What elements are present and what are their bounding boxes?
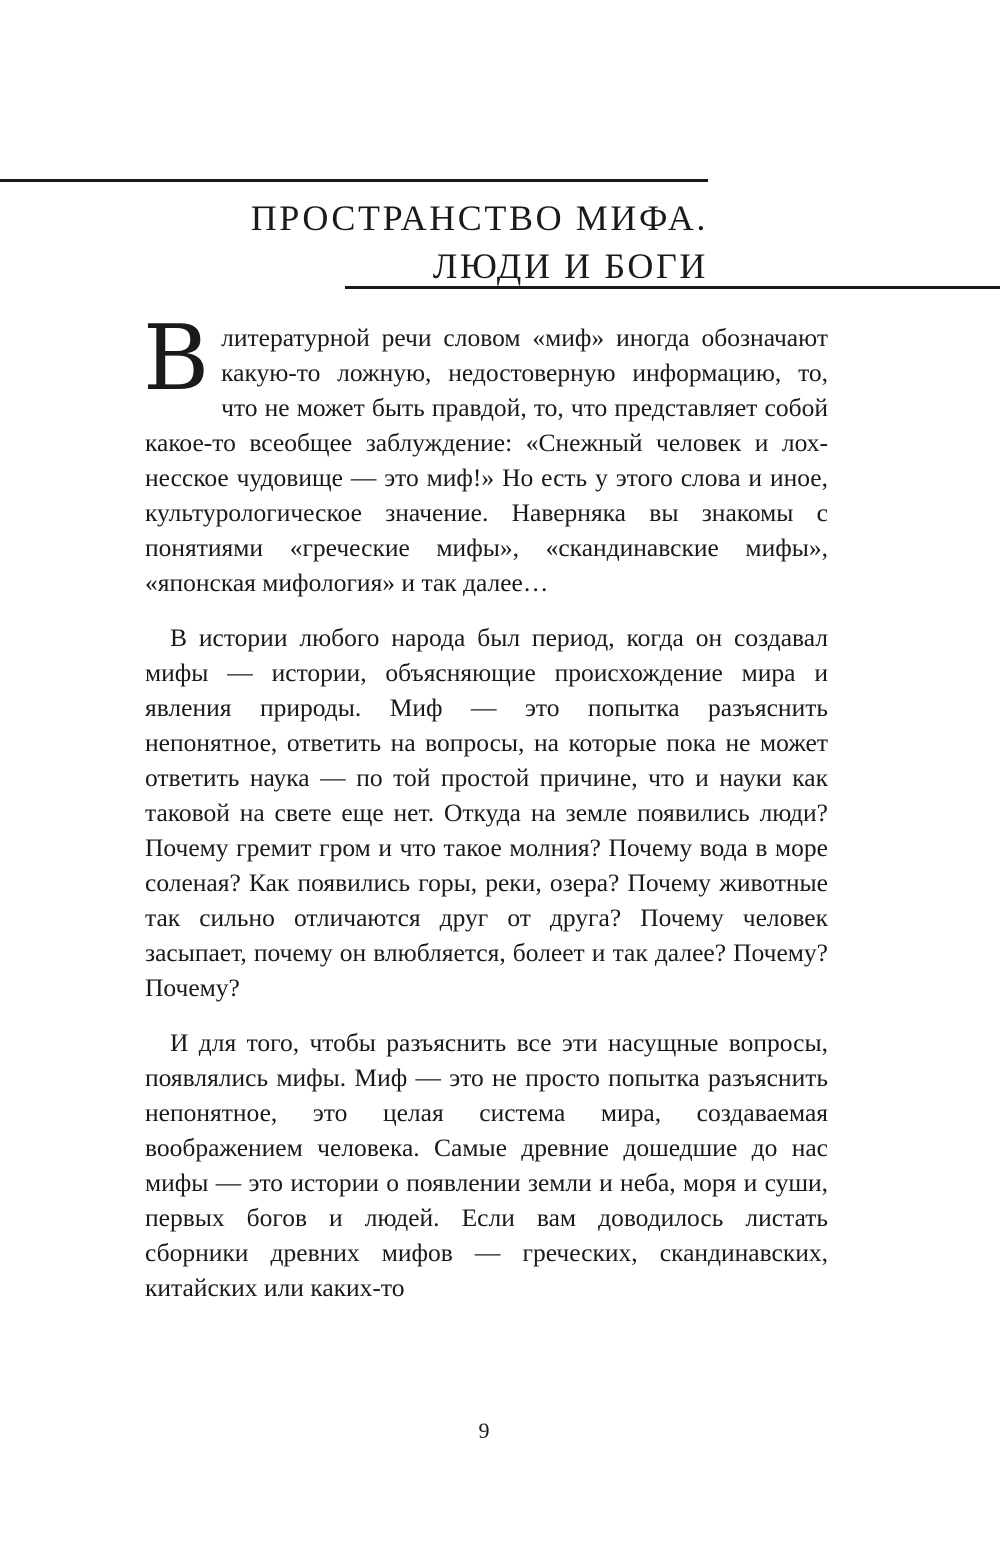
chapter-title-line-1: ПРОСТРАНСТВО МИФА. [250,198,708,238]
drop-cap: В [143,306,210,411]
body-text [143,306,828,1325]
paragraph-3: И для того, чтобы разъяснить все эти насущные вопросы, появлялись мифы. Миф — это не просто попытка разъяснить непонятное, это целая система мира, создаваемая воображением человека. Самые древние дошедшие до нас мифы — это истории о появлении земли и неба, моря и суши, первых богов и людей. Если вам доводилось листать сборники древних мифов — греческих, скандинавских, китайских или каких-то [145,1028,828,1302]
title-top-rule [0,179,708,182]
paragraph-1-text: литературной речи словом «миф» иногда обозначают какую-то ложную, недостоверную информацию, то, что не может быть правдой, то, что представляет собой какое-то всеобщее заблуждение: «Снежный человек и лох-несское чудовище — это миф!» Но есть у этого слова и иное, культурологическое значение. Наверняка вы знакомы с понятиями «греческие мифы», «скандинавские мифы», «японская мифология» и так далее… [145,323,828,597]
page-number: 9 [478,1418,490,1443]
title-bottom-rule [345,286,1000,289]
paragraph-2: В истории любого народа был период, когда он создавал мифы — истории, объясняющие происхождение мира и явления природы. Миф — это попытка разъяснить непонятное, ответить на вопросы, на которые пока не может ответить наука — по той простой причине, что и науки как таковой на свете еще нет. Откуда на земле появились люди? Почему гремит гром и что такое молния? Почему вода в море соленая? Как появились горы, реки, озера? Почему животные так сильно отличаются друг от друга? Почему человек засыпает, почему он влюбляется, болеет и так далее? Почему? Почему? [145,623,828,1002]
chapter-title [251,194,708,290]
paragraph-1 [143,306,828,600]
chapter-title-line-2: ЛЮДИ И БОГИ [432,246,708,286]
